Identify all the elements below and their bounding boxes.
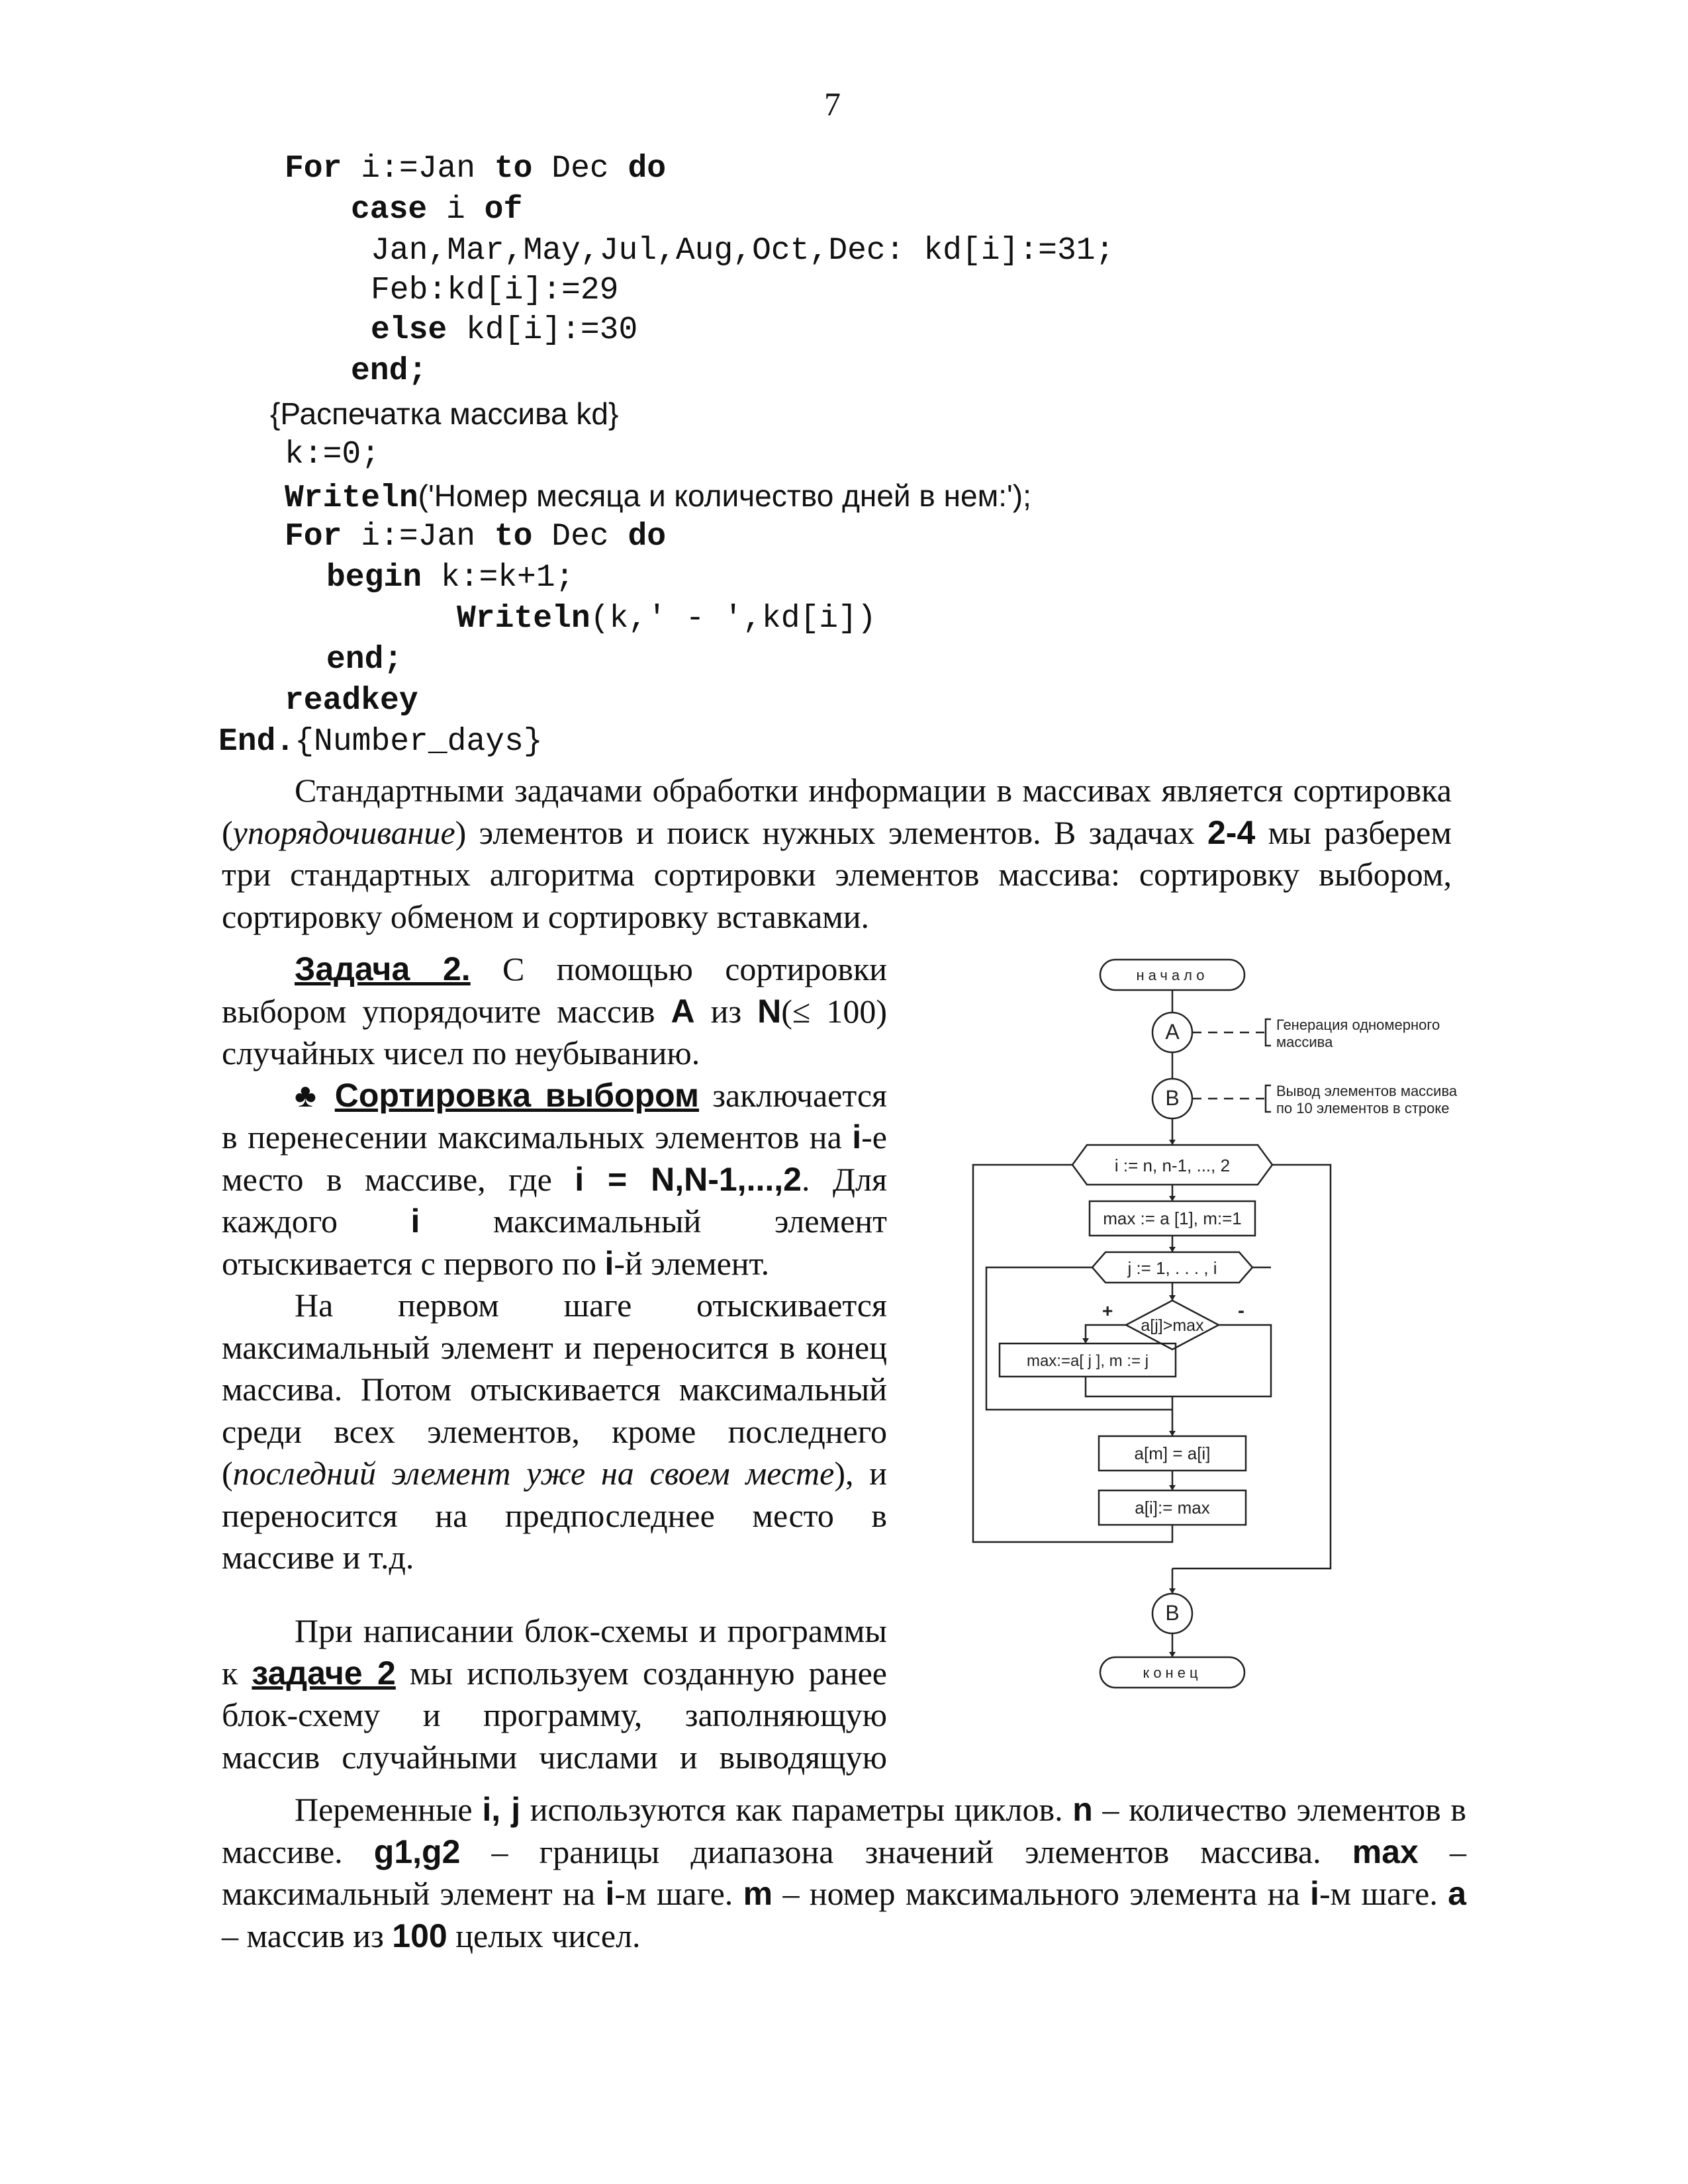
a-note-1: Генерация одномерного — [1276, 1017, 1440, 1033]
b-note-2: по 10 элементов в строке — [1276, 1100, 1450, 1116]
intro-paragraph: Стандартными задачами обработки информации в массивах является сортировка (упорядочивание) элементов и поиск нужных элементов. В задачах 2-4 мы разберем три стандартных алгоритма сортировки элементов массива: сортировку выбором, сортировку обменом и сортировку вставками. — [222, 772, 1452, 935]
init-label: max := a [1], m:=1 — [1103, 1208, 1242, 1228]
write-paragraph: При написании блок-схемы и программы к задаче 2 мы используем созданную ранее блок-схему и программу, заполняющую массив случайными числами и выводящую — [222, 1612, 887, 1776]
condition-label: a[j]>max — [1141, 1316, 1204, 1335]
end-label: конец — [1143, 1664, 1202, 1681]
a-note-2: массива — [1276, 1034, 1333, 1050]
flowchart — [960, 946, 1489, 1701]
b-note-1: Вывод элементов массива — [1276, 1083, 1458, 1099]
variables-paragraph: Переменные i, j используются как параметры циклов. n – количество элементов в массиве. g1,g2 – границы диапазона значений элементов массива. max – максимальный элемент на i-м шаге. m – номер максимального элемента на i-м шаге. a – массив из 100 целых чисел. — [222, 1791, 1467, 1954]
connector-b-end-label: B — [1165, 1601, 1180, 1625]
connector-b-label: B — [1165, 1086, 1180, 1110]
page-number: 7 — [824, 85, 841, 122]
minus-label: - — [1238, 1300, 1244, 1322]
club-icon: ♣ — [295, 1076, 322, 1114]
connector-a-label: A — [1165, 1020, 1180, 1044]
comment: {Распечатка массива kd} — [270, 396, 619, 431]
assign-label: max:=a[ j ], m := j — [1026, 1352, 1149, 1370]
task-paragraph: Задача 2. С помощью сортировки выбором упорядочите массив A из N(≤ 100) случайных чисел по неубыванию. — [222, 950, 887, 1071]
swap2-label: a[i]:= max — [1135, 1498, 1210, 1518]
start-label: начало — [1136, 967, 1209, 983]
swap1-label: a[m] = a[i] — [1134, 1443, 1211, 1463]
step-paragraph: На первом шаге отыскивается максимальный элемент и переносится в конец массива. Потом отыскивается максимальный среди всех элементов, кроме последнего (последний элемент уже на своем месте), и переносится на предпоследнее место в массиве и т.д. — [222, 1287, 887, 1576]
task-label: Задача 2. — [295, 950, 471, 987]
loop-j-label: j := 1, . . . , i — [1127, 1258, 1217, 1278]
selection-paragraph: ♣ Сортировка выбором заключается в перенесении максимальных элементов на i-е место в массиве, где i = N,N-1,...,2. Для каждого i максимальный элемент отыскивается с первого по i-й элемент. — [222, 1076, 888, 1282]
left-column — [222, 948, 887, 1579]
plus-label: + — [1102, 1300, 1113, 1321]
loop-i-label: i := n, n-1, ..., 2 — [1114, 1156, 1231, 1175]
